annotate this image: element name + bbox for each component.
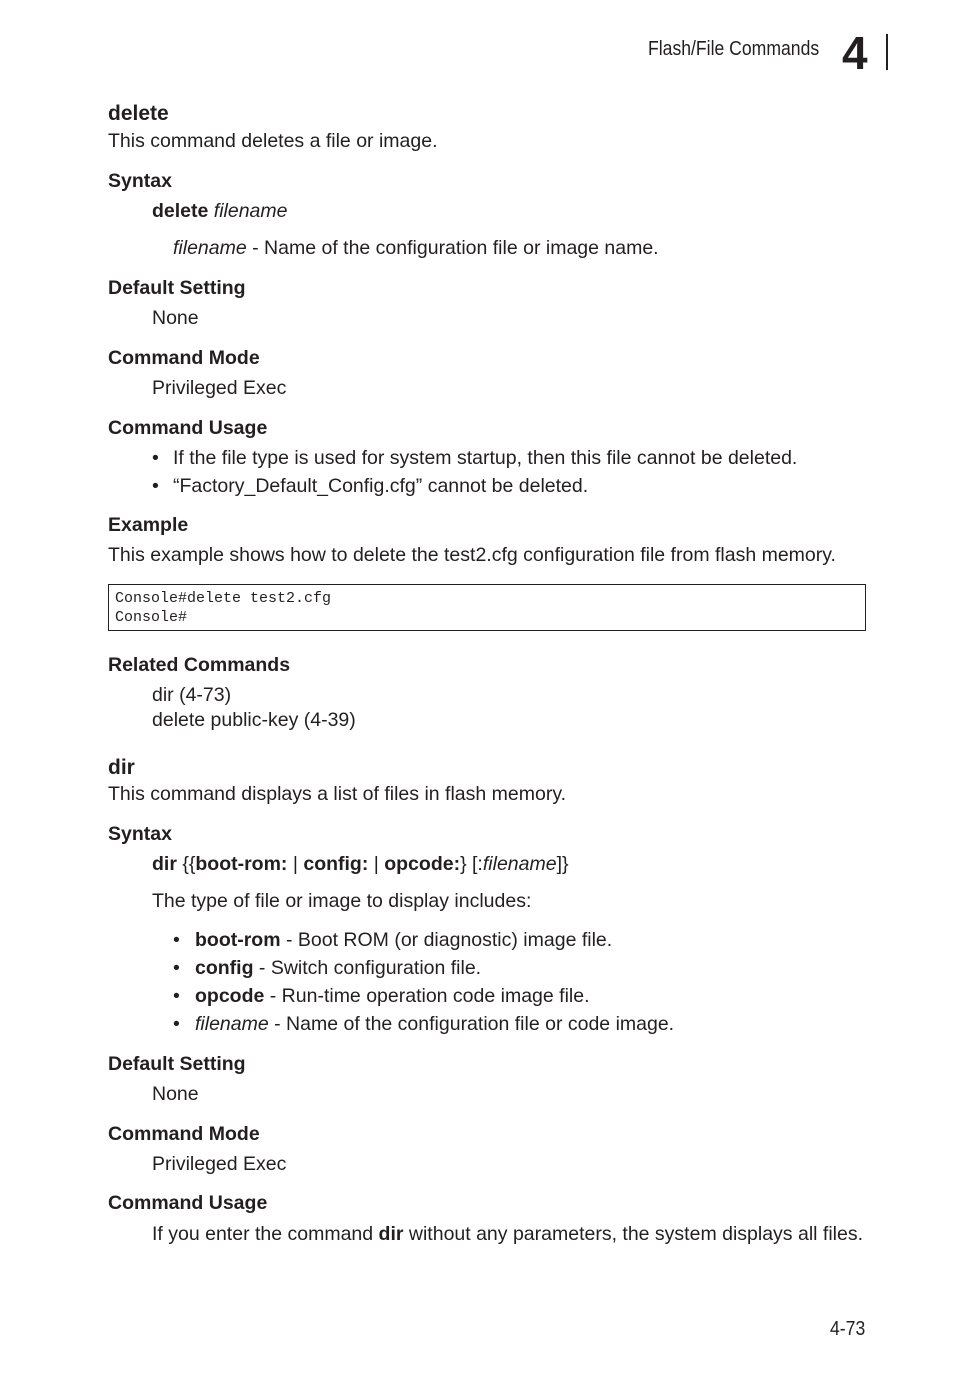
- syntax-parameter: filename: [482, 853, 557, 875]
- type-term: boot-rom: [195, 929, 281, 951]
- bullet-marker: •: [173, 1013, 180, 1035]
- command-title-delete: delete: [108, 102, 169, 125]
- usage-text-pre: If you enter the command: [152, 1223, 379, 1245]
- type-desc: - Boot ROM (or diagnostic) image file.: [280, 929, 613, 951]
- dir-type-item: [195, 957, 481, 980]
- chapter-tab-rule: [886, 34, 888, 70]
- delete-parameter-description: [173, 237, 659, 260]
- delete-default-heading: Default Setting: [108, 277, 246, 299]
- delete-default-value: None: [152, 307, 199, 329]
- syntax-punct: {{: [176, 853, 196, 875]
- type-desc: - Name of the configuration file or code image.: [268, 1013, 675, 1035]
- type-term: opcode: [195, 985, 265, 1007]
- code-line: Console#delete test2.cfg: [115, 590, 332, 607]
- syntax-punct: } [:: [460, 853, 483, 875]
- dir-mode-heading: Command Mode: [108, 1123, 260, 1145]
- delete-mode-value: Privileged Exec: [152, 377, 287, 399]
- parameter-name: filename: [173, 237, 247, 259]
- dir-default-value: None: [152, 1083, 199, 1105]
- delete-syntax-line: [152, 200, 288, 223]
- dir-type-intro: The type of file or image to display includes:: [152, 890, 532, 912]
- usage-command: dir: [378, 1223, 404, 1245]
- code-example-box: [108, 584, 866, 631]
- parameter-text: - Name of the configuration file or image name.: [246, 237, 659, 259]
- page-number: 4-73: [830, 1318, 866, 1340]
- delete-usage-bullet: “Factory_Default_Config.cfg” cannot be deleted.: [173, 475, 589, 497]
- running-header: Flash/File Commands: [648, 38, 820, 60]
- delete-usage-heading: Command Usage: [108, 417, 268, 439]
- dir-syntax-line: [152, 853, 569, 876]
- delete-mode-heading: Command Mode: [108, 347, 260, 369]
- type-term: config: [195, 957, 254, 979]
- syntax-command: delete: [152, 200, 209, 222]
- dir-default-heading: Default Setting: [108, 1053, 246, 1075]
- delete-usage-bullet: If the file type is used for system startup, then this file cannot be deleted.: [173, 447, 798, 469]
- dir-usage-heading: Command Usage: [108, 1192, 268, 1214]
- related-command-link[interactable]: delete public-key (4-39): [152, 709, 356, 731]
- dir-syntax-heading: Syntax: [108, 823, 172, 845]
- syntax-keyword: opcode:: [384, 853, 461, 875]
- syntax-keyword: boot-rom:: [195, 853, 288, 875]
- dir-usage-text: [152, 1222, 864, 1247]
- delete-syntax-heading: Syntax: [108, 170, 172, 192]
- command-title-dir: dir: [108, 756, 135, 779]
- dir-type-item: [195, 929, 612, 952]
- type-desc: - Switch configuration file.: [253, 957, 482, 979]
- bullet-marker: •: [152, 475, 159, 497]
- bullet-marker: •: [173, 957, 180, 979]
- related-command-link[interactable]: dir (4-73): [152, 684, 232, 706]
- syntax-command: dir: [152, 853, 177, 875]
- delete-example-description: This example shows how to delete the test2.cfg configuration file from flash memory.: [108, 544, 836, 566]
- chapter-number: 4: [842, 27, 868, 79]
- dir-mode-value: Privileged Exec: [152, 1153, 287, 1175]
- bullet-marker: •: [173, 929, 180, 951]
- syntax-keyword: config:: [303, 853, 369, 875]
- dir-type-item: [195, 985, 590, 1008]
- bullet-marker: •: [173, 985, 180, 1007]
- bullet-marker: •: [152, 447, 159, 469]
- delete-example-heading: Example: [108, 514, 189, 536]
- delete-description: This command deletes a file or image.: [108, 130, 438, 152]
- dir-description: This command displays a list of files in flash memory.: [108, 783, 567, 805]
- syntax-punct: |: [287, 853, 304, 875]
- dir-type-item: [195, 1013, 674, 1036]
- syntax-punct: |: [368, 853, 385, 875]
- type-desc: - Run-time operation code image file.: [264, 985, 590, 1007]
- type-term: filename: [195, 1013, 269, 1035]
- usage-text-post: without any parameters, the system displays all files.: [403, 1223, 863, 1245]
- delete-related-heading: Related Commands: [108, 654, 291, 676]
- code-line: Console#: [115, 609, 188, 626]
- syntax-punct: ]}: [556, 853, 569, 875]
- syntax-parameter: filename: [213, 200, 288, 222]
